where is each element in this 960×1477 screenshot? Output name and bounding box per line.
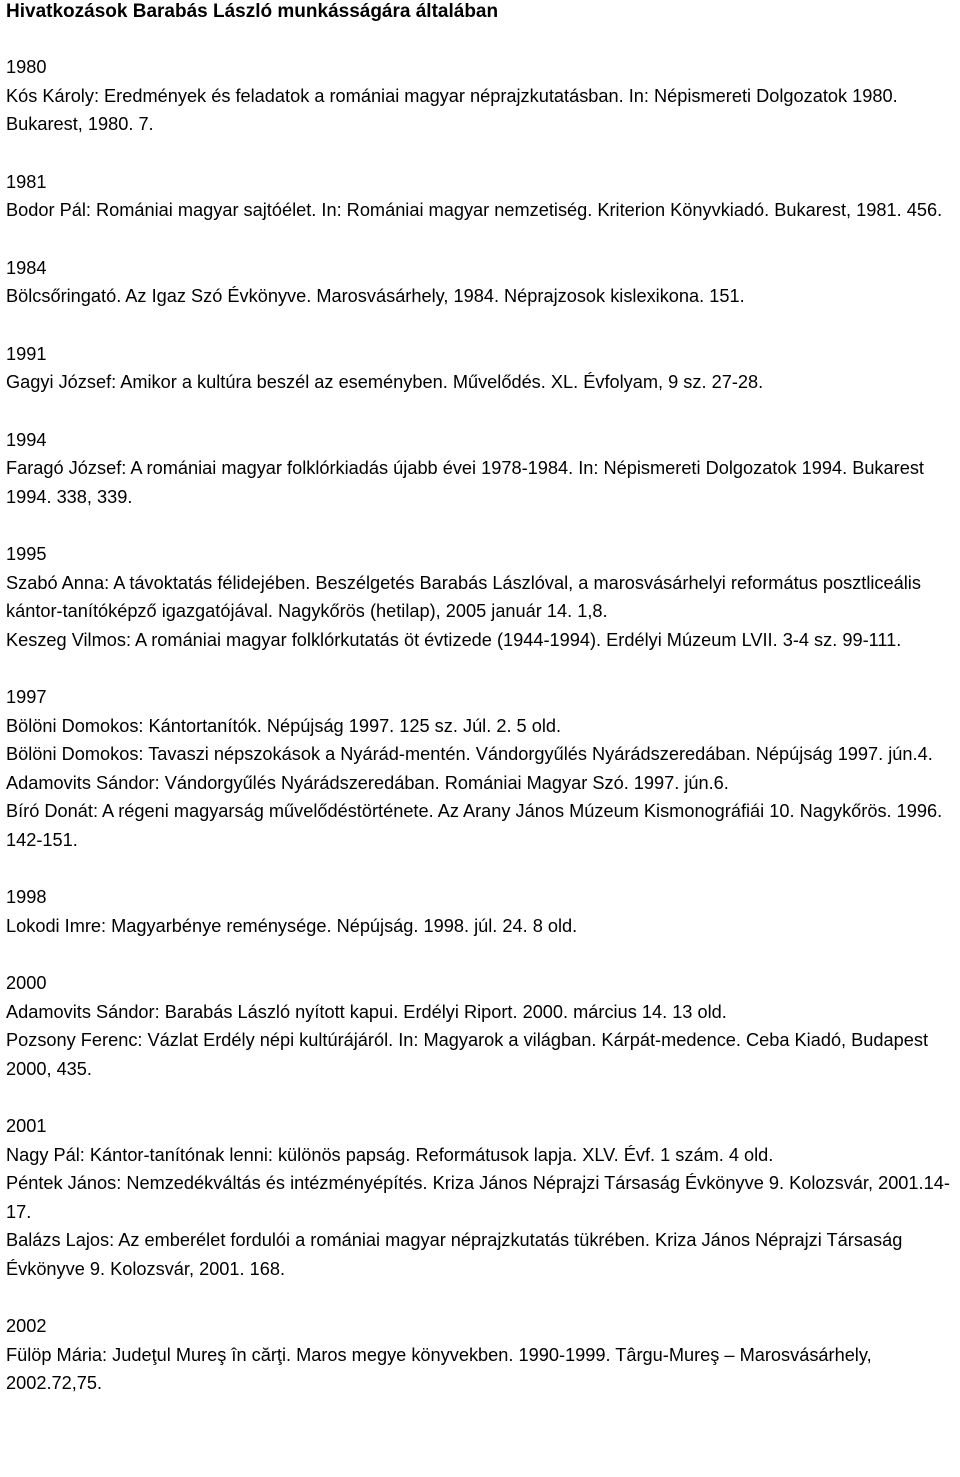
reference-entry: Bíró Donát: A régeni magyarság művelődéstörténete. Az Arany János Múzeum Kismonográfiái 10. Nagykőrös. 1996. 142-151. (6, 801, 943, 850)
year-section-1984 (6, 254, 954, 311)
reference-entry: Bölöni Domokos: Tavaszi népszokások a Nyárád-mentén. Vándorgyűlés Nyárádszeredában. Népújság 1997. jún.4. (6, 744, 933, 764)
reference-entry: Pozsony Ferenc: Vázlat Erdély népi kultúrájáról. In: Magyarok a világban. Kárpát-medence. Ceba Kiadó, Budapest 2000, 435. (6, 1030, 929, 1079)
year-section-1997 (6, 683, 954, 854)
reference-entry: Fülöp Mária: Judeţul Mureş în cărţi. Maros megye könyvekben. 1990-1999. Târgu-Mureş – Marosvásárhely, 2002.72,75. (6, 1344, 872, 1393)
year-heading: 1980 (6, 57, 47, 77)
reference-entry: Keszeg Vilmos: A romániai magyar folklórkutatás öt évtizede (1944-1994). Erdélyi Múzeum LVII. 3-4 sz. 99-111. (6, 629, 902, 650)
year-section-2002 (6, 1312, 954, 1398)
reference-entry: Balázs Lajos: Az emberélet fordulói a romániai magyar néprajzkutatás tükrében. Kriza János Néprajzi Társaság Évkönyve 9. Kolozsvár, 2001. 168. (6, 1230, 903, 1279)
year-section-2000 (6, 969, 954, 1083)
year-section-1981 (6, 168, 954, 225)
year-heading: 1994 (6, 429, 47, 450)
year-section-1991 (6, 340, 954, 397)
reference-entry: Adamovits Sándor: Barabás László nyított kapui. Erdélyi Riport. 2000. március 14. 13 old. (6, 1001, 727, 1022)
year-heading: 1984 (6, 257, 47, 278)
year-heading: 1981 (6, 171, 47, 192)
year-heading: 2001 (6, 1116, 47, 1136)
reference-entry: Bölöni Domokos: Kántortanítók. Népújság 1997. 125 sz. Júl. 2. 5 old. (6, 715, 562, 736)
year-heading: 2000 (6, 973, 47, 993)
year-heading: 1991 (6, 343, 47, 364)
reference-entry: Szabó Anna: A távoktatás félidejében. Beszélgetés Barabás Lászlóval, a marosvásárhelyi református posztliceális kántor-tanítóképző igazgatójával. Nagykőrös (hetilap), 2005 január 14. 1,8. (6, 572, 921, 621)
reference-entry: Bodor Pál: Romániai magyar sajtóélet. In: Romániai magyar nemzetiség. Kriterion Könyvkiadó. Bukarest, 1981. 456. (6, 200, 943, 220)
year-section-1994 (6, 426, 954, 512)
year-heading: 2002 (6, 1316, 47, 1336)
year-heading: 1995 (6, 544, 47, 564)
year-section-1995 (6, 540, 954, 654)
year-section-1998 (6, 883, 954, 940)
reference-entry: Gagyi József: Amikor a kultúra beszél az eseményben. Művelődés. XL. Évfolyam, 9 sz. 27-28. (6, 372, 764, 392)
year-section-1980 (6, 53, 954, 139)
reference-entry: Faragó József: A romániai magyar folklórkiadás újabb évei 1978-1984. In: Népismereti Dolgozatok 1994. Bukarest 1994. 338, 339. (6, 458, 924, 507)
year-list (6, 53, 954, 1398)
document-title: Hivatkozások Barabás László munkásságára általában (6, 1, 499, 22)
reference-entry: Nagy Pál: Kántor-tanítónak lenni: különös papság. Reformátusok lapja. XLV. Évf. 1 szám. 4 old. (6, 1144, 774, 1165)
reference-entry: Péntek János: Nemzedékváltás és intézményépítés. Kriza János Néprajzi Társaság Évkönyve 9. Kolozsvár, 2001.14-17. (6, 1173, 950, 1222)
reference-entry: Lokodi Imre: Magyarbénye reménysége. Népújság. 1998. júl. 24. 8 old. (6, 915, 578, 936)
reference-entry: Kós Károly: Eredmények és feladatok a romániai magyar néprajzkutatásban. In: Népismereti Dolgozatok 1980. Bukarest, 1980. 7. (6, 85, 898, 134)
reference-entry: Bölcsőringató. Az Igaz Szó Évkönyve. Marosvásárhely, 1984. Néprajzosok kislexikona. 151. (6, 286, 745, 306)
year-section-2001 (6, 1112, 954, 1283)
year-heading: 1998 (6, 887, 47, 907)
reference-entry: Adamovits Sándor: Vándorgyűlés Nyárádszeredában. Romániai Magyar Szó. 1997. jún.6. (6, 772, 729, 793)
year-heading: 1997 (6, 687, 47, 707)
